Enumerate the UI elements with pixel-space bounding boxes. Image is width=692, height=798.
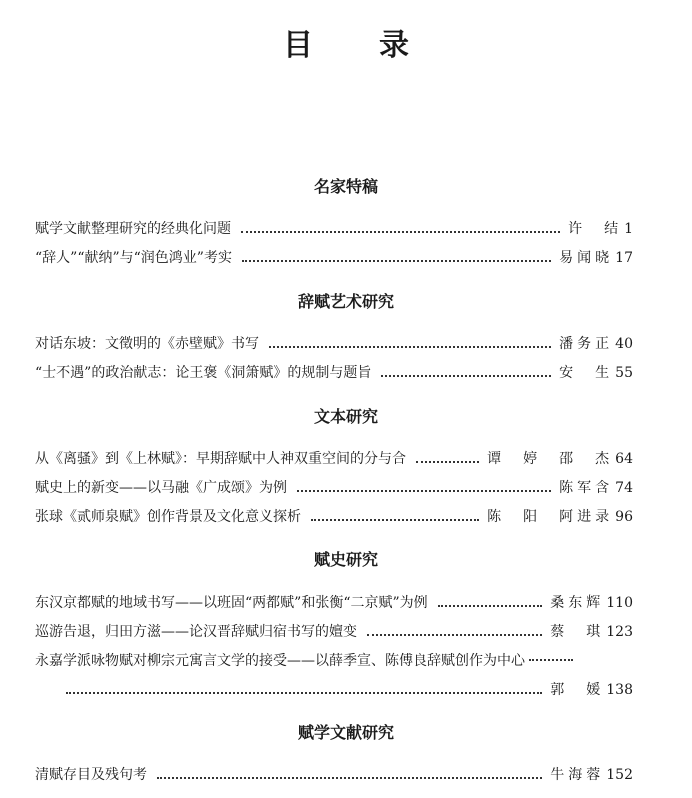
entry-title: 清赋存目及残句考 (35, 767, 147, 783)
entry-page: 74 (615, 480, 633, 496)
entry-page: 96 (615, 509, 633, 525)
entry-title: “士不遇”的政治献志：论王褒《洞箫赋》的规制与题旨 (35, 365, 372, 381)
entry-title: 永嘉学派咏物赋对柳宗元寓言文学的接受——以薛季宣、陈傅良辞赋创作为中心 (35, 653, 525, 669)
leader-dots (311, 519, 479, 521)
leader-dots (157, 777, 542, 779)
toc-entry[interactable] (35, 506, 633, 528)
toc-entry[interactable] (35, 333, 633, 355)
entry-page: 17 (615, 250, 633, 266)
entry-author: 易闻晓 (559, 250, 614, 266)
entry-page: 55 (615, 365, 633, 381)
leader-dots (381, 375, 551, 377)
entry-page: 138 (606, 682, 633, 698)
section-title: 赋史研究 (313, 550, 378, 569)
toc-entry-continuation[interactable] (66, 679, 633, 701)
entry-author: 郭 媛 (550, 682, 605, 698)
toc-entry[interactable] (35, 362, 633, 384)
page-title: 目录 (283, 28, 475, 63)
entry-title: 对话东坡：文徵明的《赤壁赋》书写 (35, 336, 259, 352)
leader-dots (416, 461, 479, 463)
entry-page: 152 (606, 767, 633, 783)
entry-title: 巡游告退，归田方滋——论汉晋辞赋归宿书写的嬗变 (35, 624, 357, 640)
toc-entry[interactable] (35, 247, 633, 269)
entry-author: 陈军含 (559, 480, 614, 496)
entry-author: 谭 婷 邵 杰 (487, 451, 614, 467)
toc-entry-title-line[interactable] (35, 650, 573, 672)
toc-entry[interactable] (35, 764, 633, 786)
leader-dots (269, 346, 551, 348)
entry-page: 110 (606, 595, 633, 611)
entry-title: 赋学文献整理研究的经典化问题 (35, 221, 231, 237)
entry-title: “辞人”“献纳”与“润色鸿业”考实 (35, 250, 232, 266)
entry-title: 张球《贰师泉赋》创作背景及文化意义探析 (35, 509, 301, 525)
section-title: 名家特稿 (313, 177, 378, 196)
entry-title: 赋史上的新变——以马融《广成颂》为例 (35, 480, 287, 496)
toc-entry[interactable] (35, 448, 633, 470)
section-title: 赋学文献研究 (297, 723, 394, 742)
leader-dots (241, 231, 560, 233)
entry-page: 123 (606, 624, 633, 640)
entry-page: 40 (615, 336, 633, 352)
section-title: 辞赋艺术研究 (297, 292, 394, 311)
toc-entry[interactable] (35, 621, 633, 643)
section-title: 文本研究 (313, 407, 378, 426)
toc-entry[interactable] (35, 592, 633, 614)
leader-dots (66, 692, 542, 694)
entry-page: 64 (615, 451, 633, 467)
entry-author: 潘务正 (559, 336, 614, 352)
entry-author: 牛海蓉 (550, 767, 605, 783)
entry-page: 1 (624, 221, 633, 237)
toc-entry[interactable] (35, 218, 633, 240)
leader-dots (297, 490, 551, 492)
leader-dots (438, 605, 543, 607)
leader-dots (529, 659, 573, 661)
leader-dots (242, 260, 551, 262)
entry-author: 安 生 (559, 365, 614, 381)
entry-title: 从《离骚》到《上林赋》：早期辞赋中人神双重空间的分与合 (35, 451, 406, 467)
entry-author: 桑东辉 (550, 595, 605, 611)
entry-title: 东汉京都赋的地域书写——以班固“两都赋”和张衡“二京赋”为例 (35, 595, 428, 611)
entry-author: 许 结 (568, 221, 623, 237)
toc-entry[interactable] (35, 477, 633, 499)
entry-author: 陈 阳 阿进录 (487, 509, 614, 525)
entry-author: 蔡 琪 (550, 624, 605, 640)
leader-dots (367, 634, 542, 636)
